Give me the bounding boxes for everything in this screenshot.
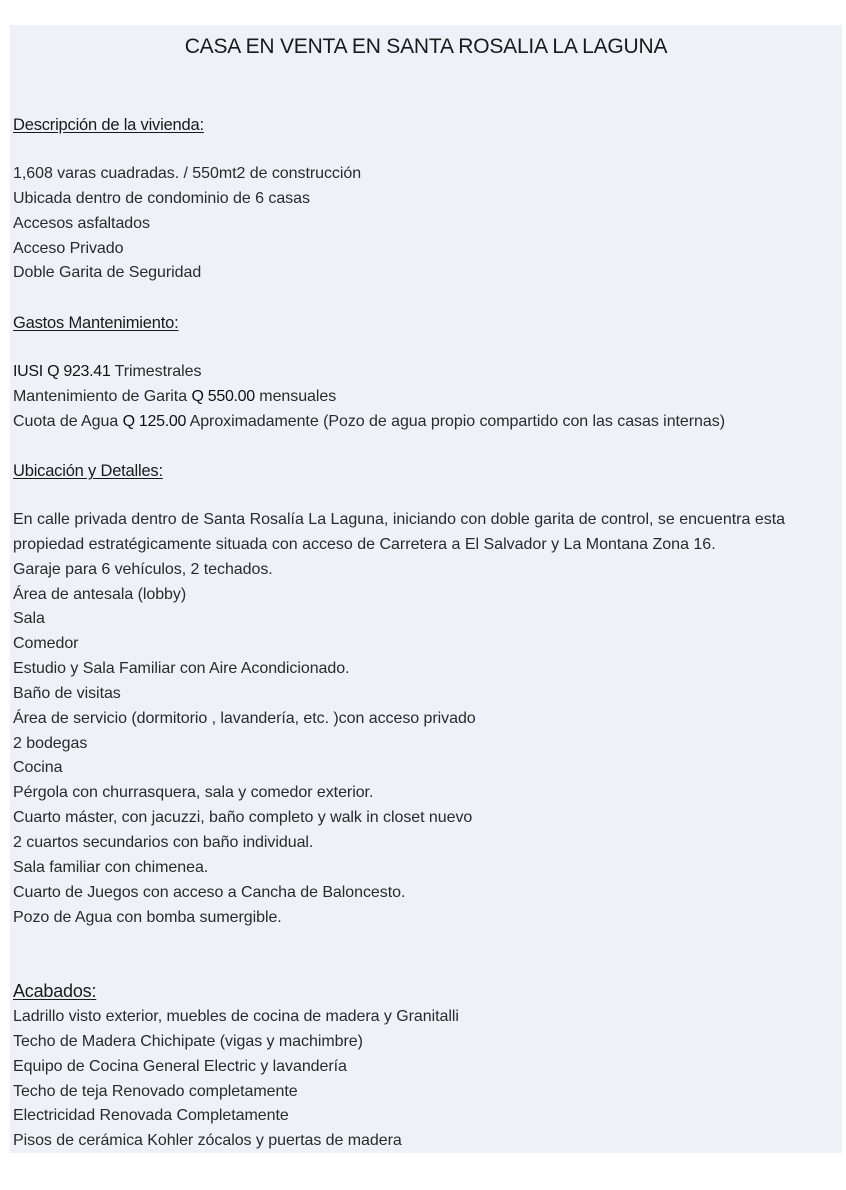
- detalle-line: Área de servicio (dormitorio , lavandería, etc. )con acceso privado: [13, 709, 476, 727]
- garita-prefix: Mantenimiento de Garita: [13, 387, 192, 405]
- iusi-amount: IUSI Q 923.41: [13, 363, 111, 380]
- descripcion-line: 1,608 varas cuadradas. / 550mt2 de construcción: [13, 165, 362, 182]
- agua-suffix: Aproximadamente (Pozo de agua propio compartido con las casas internas): [186, 412, 725, 430]
- iusi-suffix: Trimestrales: [110, 363, 202, 380]
- detalle-line: Pérgola con churrasquera, sala y comedor exterior.: [13, 784, 374, 802]
- iusi-line: [13, 360, 839, 385]
- section-heading-descripcion: Descripción de la vivienda:: [13, 116, 204, 134]
- detalle-line: Comedor: [13, 635, 79, 653]
- agua-amount: Q 125.00: [122, 412, 187, 430]
- garita-amount: Q 550.00: [191, 387, 255, 405]
- garita-line: [13, 385, 839, 410]
- acabado-line: Techo de Madera Chichipate (vigas y machimbre): [13, 1032, 363, 1050]
- section-heading-gastos: Gastos Mantenimiento:: [13, 314, 179, 332]
- page-title: CASA EN VENTA EN SANTA ROSALIA LA LAGUNA: [184, 35, 668, 58]
- detalle-line: Cuarto de Juegos con acceso a Cancha de Baloncesto.: [13, 883, 406, 901]
- detalle-line: Estudio y Sala Familiar con Aire Acondicionado.: [13, 660, 350, 678]
- detalle-line: Sala: [13, 610, 45, 628]
- ubicacion-intro: En calle privada dentro de Santa Rosalía La Laguna, iniciando con doble garita de control, se encuentra esta propiedad estratégicamente situada con acceso de Carretera a El Salvador y La Montana Zona 16.: [13, 511, 786, 553]
- detalle-line: Sala familiar con chimenea.: [13, 858, 209, 876]
- descripcion-line: Ubicada dentro de condominio de 6 casas: [13, 189, 310, 207]
- detalle-line: Área de antesala (lobby): [13, 585, 187, 603]
- acabado-line: Pisos de cerámica Kohler zócalos y puertas de madera: [13, 1132, 402, 1150]
- detalle-line: 2 bodegas: [13, 734, 88, 752]
- detalle-line: 2 cuartos secundarios con baño individual.: [13, 833, 314, 851]
- agua-prefix: Cuota de Agua: [13, 412, 123, 430]
- detalle-line: Garaje para 6 vehículos, 2 techados.: [13, 560, 273, 578]
- acabado-line: Equipo de Cocina General Electric y lavandería: [13, 1057, 347, 1075]
- descripcion-list: [13, 162, 839, 286]
- descripcion-line: Doble Garita de Seguridad: [13, 264, 202, 282]
- descripcion-line: Acceso Privado: [13, 239, 124, 257]
- ubicacion-list: [13, 508, 839, 930]
- detalle-line: Cuarto máster, con jacuzzi, baño completo y walk in closet nuevo: [13, 809, 473, 827]
- detalle-line: Cocina: [13, 759, 63, 777]
- acabado-line: Ladrillo visto exterior, muebles de cocina de madera y Granitalli: [13, 1008, 459, 1025]
- acabados-list: [13, 1005, 839, 1154]
- detalle-line: Pozo de Agua con bomba sumergible.: [13, 908, 282, 926]
- gastos-list: [13, 360, 839, 435]
- section-heading-acabados: Acabados:: [13, 981, 97, 1001]
- acabado-line: Techo de teja Renovado completamente: [13, 1082, 298, 1100]
- garita-suffix: mensuales: [254, 387, 337, 405]
- descripcion-line: Accesos asfaltados: [13, 214, 150, 232]
- section-heading-ubicacion: Ubicación y Detalles:: [13, 462, 163, 480]
- acabado-line: Electricidad Renovada Completamente: [13, 1107, 289, 1125]
- agua-line: [13, 410, 839, 435]
- detalle-line: Baño de visitas: [13, 684, 121, 702]
